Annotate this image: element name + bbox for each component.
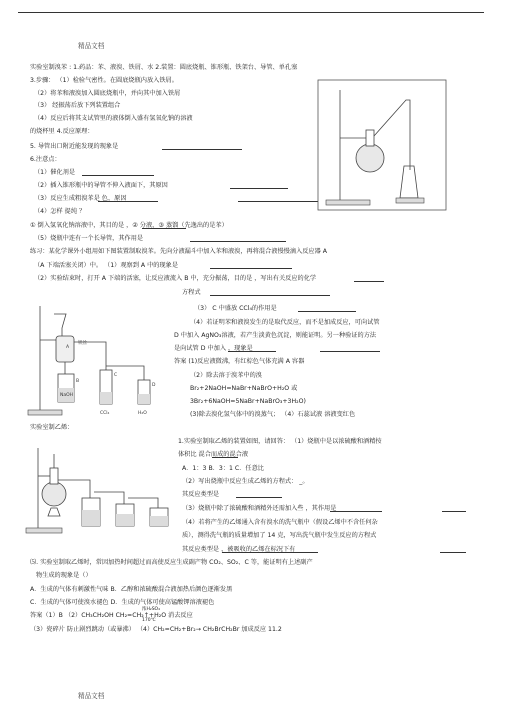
label-D: D [152, 383, 156, 388]
equation-condition: 170℃ [142, 618, 156, 623]
text-line: 的烧杯里 4.反应原理： [30, 128, 94, 135]
exercise-apparatus-figure [26, 300, 172, 418]
label-A: A [66, 345, 70, 350]
answer-blank[interactable] [440, 546, 466, 553]
text-line: 实验室制乙烯： [30, 424, 74, 431]
label-B: B [76, 379, 80, 384]
text-line: Br₂+2NaOH=NaBr+NaBrO+H₂O 或 [190, 385, 298, 392]
text-line: 3.步骤： （1）检验气密性。在圆底烧瓶内放入铁屑。 [30, 77, 178, 84]
text-line: （1）催化剂是 [34, 169, 76, 176]
answer-blank[interactable] [236, 491, 282, 498]
text-line: 1.实验室制取乙烯的装置如图，请回答： （1）烧瓶中是以浓硫酸和酒精按 [178, 438, 382, 445]
text-line: （3） 经振荡后放下列装置组合 [34, 102, 121, 109]
text-line: 其反应类型是 [182, 491, 220, 498]
label-water: H₂O [138, 411, 147, 416]
text-line: （5）烧瓶中连有一个长导管，其作用是 [34, 235, 144, 242]
text-line: （2）实验结束时，打开 A 下端的活塞，让反应液流入 B 中，充分振荡，目的是 ，写出有关反应的化学 [34, 275, 317, 282]
text-line: 实验室制溴苯 : 1.药品：苯、液溴、铁屑、水 2.装置：圆底烧瓶、锥形瓶、铁架台、导管、单孔塞 [30, 64, 298, 71]
text-line: （4）若证明苯和液溴发生的是取代反应，而不是加成反应，可向试管 [190, 319, 380, 326]
top-rule [18, 12, 484, 13]
text-line: ⑸. 实验室制取乙烯时，常因加热时间超过而高使反应生成副产物 CO₂、SO₂、C 等，能证明有上述副产 [30, 559, 313, 566]
answer-blank[interactable] [442, 505, 466, 512]
text-line: D 中加入 AgNO₃溶液，若产生淡黄色沉淀，则能证明。另一种验证的方法 [174, 332, 377, 339]
answer-blank[interactable] [320, 345, 380, 352]
text-line: （A 下端活塞关闭）中。 （1）观察到 A 中的现象是 [34, 262, 179, 269]
label-ccl4: CCl₄ [100, 411, 110, 416]
text-line: 质），测得洗气瓶的质量增加了 14 克，写出洗气瓶中发生反应的方程式 [182, 532, 377, 539]
answer-blank[interactable] [354, 275, 384, 282]
answer-blank[interactable] [210, 262, 292, 269]
answer-blank[interactable] [162, 143, 242, 150]
label-C: C [114, 373, 118, 378]
page-header: 精品文档 [78, 42, 105, 50]
answer-blank[interactable] [330, 505, 382, 512]
text-line: （4）反应后将其支试管里的液体倒入盛有氢氧化钠的溶液 [34, 115, 193, 122]
text-line: 方程式 [182, 289, 201, 296]
text-line: C．生成的气体可使溴水褪色 D．生成的气体可使高锰酸钾溶液褪色 [30, 599, 215, 606]
answer-blank[interactable] [222, 546, 318, 553]
text-line: 其反应类型是 ，被吸收的乙烯在标况下有 [182, 546, 296, 553]
text-line: （2）将苯和液溴加入圆底烧瓶中，并向其中加入铁屑 [34, 90, 181, 97]
text-line: （4）若将产生的乙烯通入含有溴水的洗气瓶中（假设乙烯中不含任何杂 [182, 519, 378, 526]
text-line: （3） C 中盛放 CCl₄的作用是 [194, 305, 277, 312]
answer-blank[interactable] [230, 182, 288, 189]
bromobenzene-apparatus-figure [318, 80, 446, 210]
answer-blank[interactable] [228, 345, 276, 352]
text-line: 答案（1）B （2）CH₃CH₂OH CH₂=CH₂↑+H₂O 消去反应 [30, 612, 193, 619]
text-line: （2）写出烧瓶中反应生成乙烯的方程式： _。 [182, 478, 309, 485]
answer-blank[interactable] [210, 289, 330, 296]
text-line: (3)除去溴化氢气体中的溴蒸气； （4）石蕊试液 溶液变红色 [190, 411, 356, 418]
label-naoh: NaOH [60, 393, 74, 398]
text-line: 是向试管 D 中加入 ，现象是 [174, 345, 253, 352]
answer-blank[interactable] [82, 169, 154, 176]
text-line: ① 倒入氢氧化钠溶液中，其目的是 ，② 分液，③ 蒸馏（先逸出的是苯） [30, 222, 228, 229]
text-line: （3）烧瓶中除了浓硫酸和酒精外还需加入些 ，其作用是 [182, 505, 337, 512]
answer-blank[interactable] [190, 235, 286, 242]
label-iron: 铁丝 [78, 341, 87, 346]
text-line: （3）瓷碎片 防止剧烈跳动（或暴沸） （4）CH₂=CH₂+Br₂→ CH₂BrCH₂Br 加成反应 11.2 [30, 626, 282, 633]
text-line: 练习：某化学课外小组用如下图装置制取溴苯。先向分液漏斗中加入苯和液溴，再将混合液慢慢滴入反应器 A [30, 248, 328, 255]
equation-condition: 浓H₂SO₄ [142, 607, 160, 612]
text-line: 6.注意点： [30, 156, 61, 163]
text-line: （4）怎样 提纯 ？ [34, 208, 86, 215]
answer-blank[interactable] [212, 451, 238, 458]
text-line: 答案 (1)反应液微沸，有红棕色气体充满 A 容器 [174, 358, 305, 365]
text-line: （2）插入锥形瓶中的导管不伸入液面下，其原因 [34, 182, 168, 189]
text-line: 物生成的现象是（） [36, 572, 92, 579]
answer-blank[interactable] [238, 195, 318, 202]
text-line: A．1：3 B．3：1 C．任意比 [182, 465, 264, 472]
answer-blank[interactable] [142, 222, 186, 229]
text-line: （3）反应生成粗溴苯是 色，原因 [34, 195, 127, 202]
text-line: A．生成的气体有刺激性气味 B．乙醇和浓硫酸混合液加热后颜色逐渐发黑 [30, 586, 233, 593]
answer-blank[interactable] [98, 195, 158, 202]
text-line: （2）除去溶于溴苯中的溴 [190, 372, 262, 379]
text-line: 体积比 混合而成的混合液 [178, 451, 249, 458]
text-line: 3Br₂+6NaOH=5NaBr+NaBrO₃+3H₂O) [190, 398, 306, 405]
answer-blank[interactable] [298, 305, 356, 312]
text-line: 5. 导管出口附近能发现的现象是 [30, 143, 119, 150]
ethylene-apparatus-figure [24, 440, 174, 536]
page-footer: 精品文档 [78, 692, 105, 700]
